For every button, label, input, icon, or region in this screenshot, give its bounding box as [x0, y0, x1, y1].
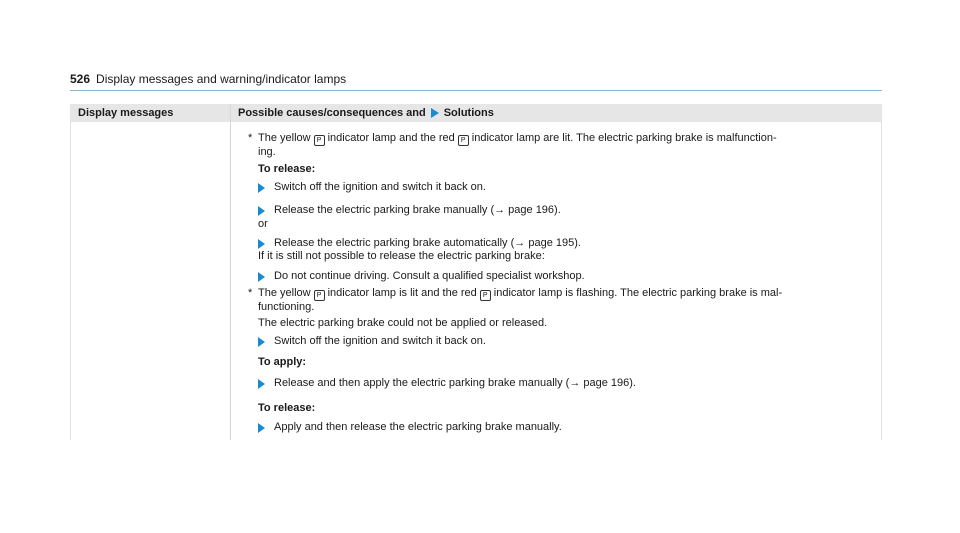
text-line: functioning.: [258, 301, 315, 313]
page-header: [70, 72, 346, 86]
col-solutions-label: Solutions: [443, 107, 494, 119]
col-causes-label: Possible causes/consequences and: [238, 107, 426, 119]
table-border-left: [70, 122, 71, 440]
bullet-arrow-icon: [258, 206, 265, 216]
instruction: Release the electric parking brake automatically (→ page 195).: [274, 237, 581, 249]
col-display-messages: Display messages: [78, 107, 174, 119]
parking-brake-lamp-icon: P: [480, 290, 491, 301]
footnote-asterisk: *: [248, 132, 253, 144]
parking-brake-lamp-icon: P: [314, 290, 325, 301]
section-heading: To release:: [258, 163, 316, 175]
parking-brake-lamp-icon: P: [314, 135, 325, 146]
instruction: Apply and then release the electric parking brake manually.: [274, 421, 562, 433]
header-rule: [70, 90, 882, 91]
bullet-arrow-icon: [258, 379, 265, 389]
section-heading: To release:: [258, 402, 316, 414]
arrow-icon: [431, 108, 439, 118]
bullet-arrow-icon: [258, 337, 265, 347]
parking-brake-lamp-icon: P: [458, 135, 469, 146]
page-number: 526: [70, 72, 91, 86]
column-divider: [230, 104, 231, 440]
text-line: ing.: [258, 146, 276, 158]
instruction: Do not continue driving. Consult a qualified specialist workshop.: [274, 270, 585, 282]
text-line: The electric parking brake could not be applied or released.: [258, 317, 548, 329]
bullet-arrow-icon: [258, 423, 265, 433]
text-line: The yellow P indicator lamp is lit and the red P indicator lamp is flashing. The electric parking brake is mal-: [258, 287, 783, 299]
page-title: Display messages and warning/indicator lamps: [96, 72, 347, 86]
col-causes-solutions: [238, 107, 494, 119]
bullet-arrow-icon: [258, 183, 265, 193]
instruction: Switch off the ignition and switch it back on.: [274, 335, 486, 347]
text-line: If it is still not possible to release the electric parking brake:: [258, 250, 545, 262]
footnote-asterisk: *: [248, 287, 253, 299]
bullet-arrow-icon: [258, 272, 265, 282]
instruction: Release and then apply the electric parking brake manually (→ page 196).: [274, 377, 636, 389]
instruction: Release the electric parking brake manually (→ page 196).: [274, 204, 561, 216]
table-header: [70, 104, 882, 122]
text-line: or: [258, 218, 268, 230]
bullet-arrow-icon: [258, 239, 265, 249]
section-heading: To apply:: [258, 356, 307, 368]
text-line: The yellow P indicator lamp and the red P indicator lamp are lit. The electric parking brake is malfunction-: [258, 132, 777, 144]
table-border-right: [881, 122, 882, 440]
instruction: Switch off the ignition and switch it back on.: [274, 181, 486, 193]
